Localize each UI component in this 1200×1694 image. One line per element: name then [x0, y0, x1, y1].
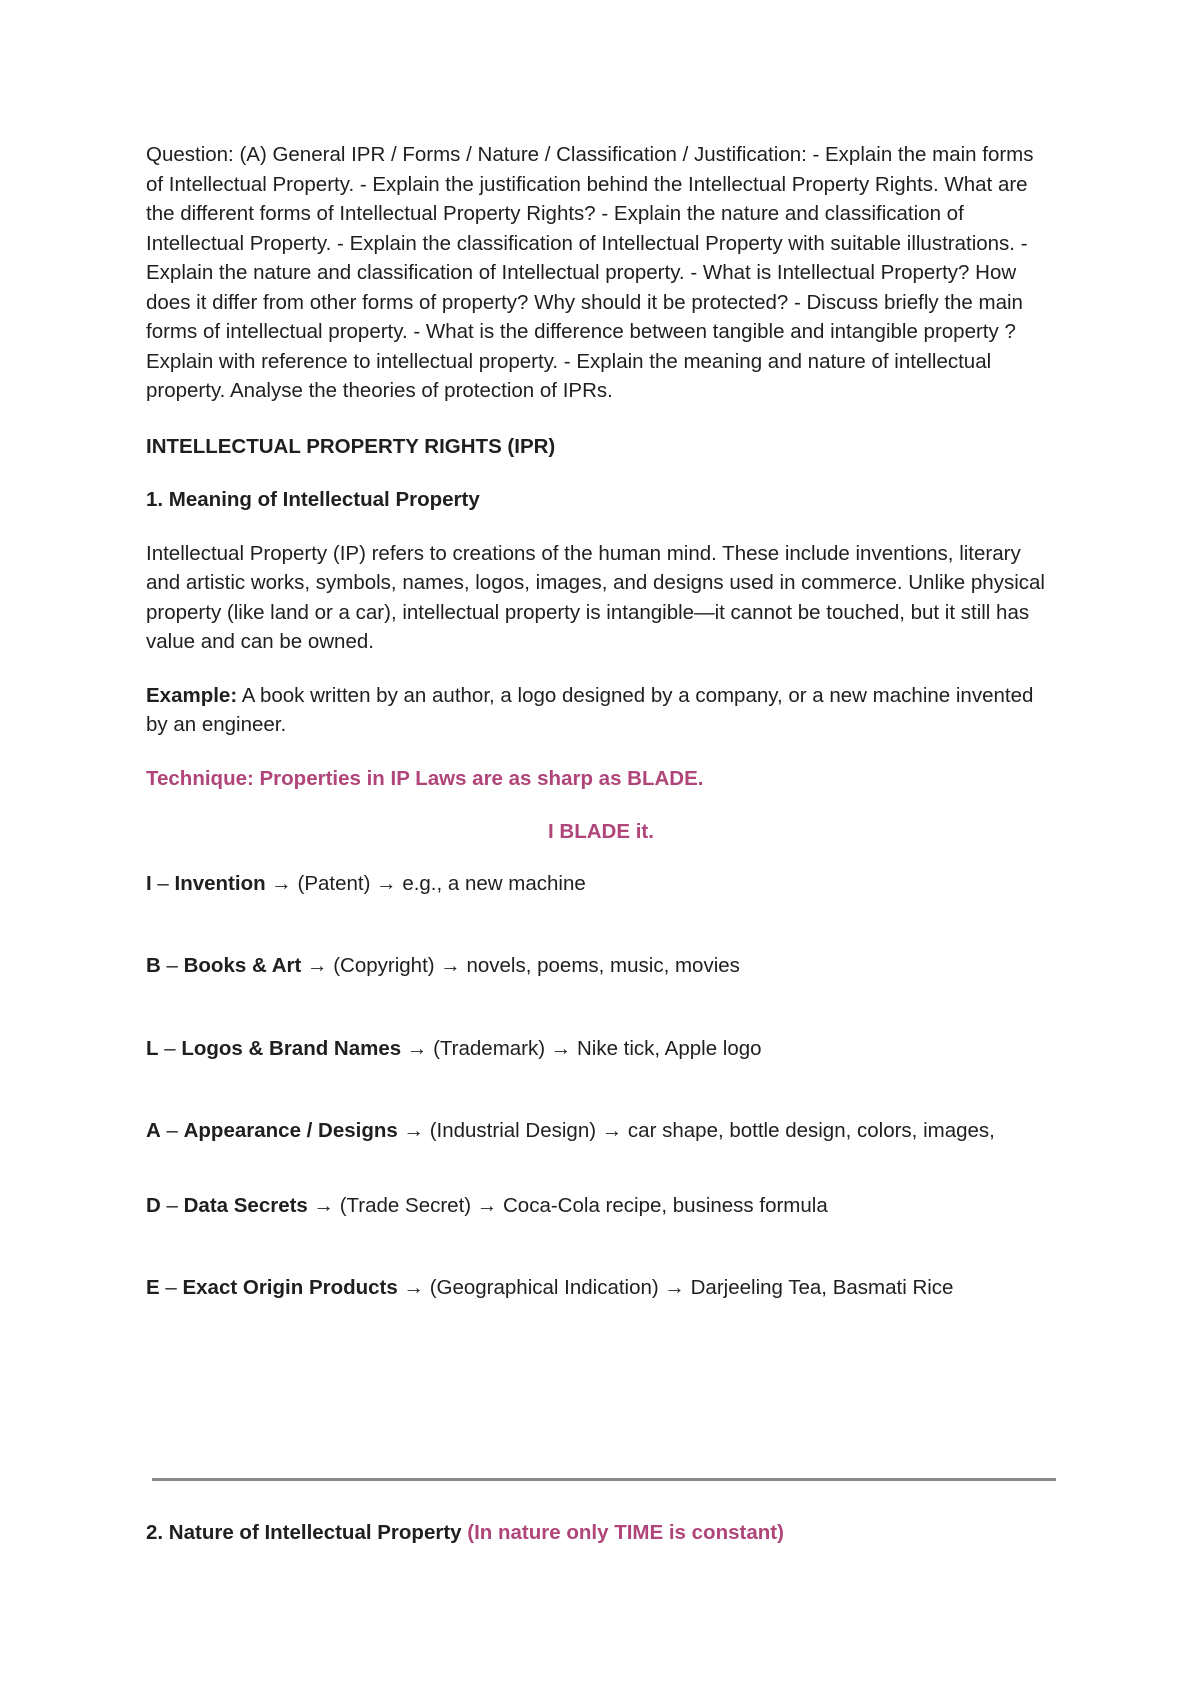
section2-note: (In nature only TIME is constant)	[467, 1521, 784, 1544]
blade-item-logos	[146, 1034, 1056, 1064]
document-page	[146, 140, 1056, 1303]
blade-letter: I	[146, 871, 152, 895]
technique-line: Technique: Properties in IP Laws are as sharp as BLADE.	[146, 766, 704, 790]
blade-description: → (Trademark) → Nike tick, Apple logo	[401, 1036, 762, 1060]
blade-term: Logos & Brand Names	[181, 1036, 402, 1060]
example-text: A book written by an author, a logo designed by a company, or a new machine invented by an engineer.	[146, 683, 1034, 736]
blade-dash: –	[160, 954, 184, 977]
blade-term: Books & Art	[183, 954, 302, 977]
blade-dash: –	[158, 1036, 182, 1060]
blade-dash: –	[159, 1276, 183, 1299]
blade-dash: –	[160, 1193, 184, 1217]
section2-heading-line	[146, 1518, 784, 1548]
example-label: Example:	[146, 683, 238, 707]
blade-description: → (Trade Secret) → Coca-Cola recipe, business formula	[307, 1193, 828, 1217]
blade-term: Exact Origin Products	[182, 1276, 398, 1299]
section1-heading: 1. Meaning of Intellectual Property	[146, 488, 480, 511]
blade-term: Appearance / Designs	[183, 1119, 398, 1142]
blade-term: Invention	[174, 871, 266, 895]
blade-term: Data Secrets	[183, 1193, 308, 1217]
blade-dash: –	[160, 1119, 184, 1142]
blade-letter: B	[146, 954, 161, 977]
blade-letter: E	[146, 1276, 160, 1299]
main-title: INTELLECTUAL PROPERTY RIGHTS (IPR)	[146, 434, 556, 458]
blade-item-appearance	[146, 1116, 1056, 1146]
blade-item-exact-origin	[146, 1273, 1056, 1303]
blade-letter: D	[146, 1193, 161, 1217]
blade-description: → (Geographical Indication) → Darjeeling Tea, Basmati Rice	[397, 1276, 954, 1299]
blade-dash: –	[151, 871, 175, 895]
blade-letter: A	[146, 1119, 161, 1142]
question-paragraph: Question: (A) General IPR / Forms / Nature / Classification / Justification: - Explain the main forms of Intellectual Property. - Explain the justification behind the Intellectual Property Rights. What are the different forms of Intellectual Property Rights? - Explain the nature and classification of Intellectual Property. - Explain the classification of Intellectual Property with suitable illustrations. - Explain the nature and classification of Intellectual property. - What is Intellectual Property? How does it differ from other forms of property? Why should it be protected? - Discuss briefly the main forms of intellectual property. - What is the difference between tangible and intangible property ? Explain with reference to intellectual property. - Explain the meaning and nature of intellectual property. Analyse the theories of protection of IPRs.	[146, 143, 1034, 402]
blade-item-data-secrets	[146, 1191, 1056, 1221]
blade-item-invention	[146, 869, 1056, 899]
blade-item-books	[146, 951, 1056, 981]
example-paragraph	[146, 681, 1056, 740]
horizontal-divider	[152, 1478, 1056, 1481]
meaning-paragraph: Intellectual Property (IP) refers to creations of the human mind. These include inventions, literary and artistic works, symbols, names, logos, images, and designs used in commerce. Unlike physical property (like land or a car), intellectual property is intangible—it cannot be touched, but it still has value and can be owned.	[146, 541, 1045, 653]
blade-description: → (Copyright) → novels, poems, music, movies	[301, 954, 740, 977]
mnemonic-line: I BLADE it.	[548, 820, 654, 843]
section2-heading: 2. Nature of Intellectual Property	[146, 1521, 462, 1544]
blade-letter: L	[146, 1036, 159, 1060]
blade-description: → (Industrial Design) → car shape, bottle design, colors, images,	[397, 1119, 995, 1142]
blade-description: → (Patent) → e.g., a new machine	[265, 871, 586, 895]
